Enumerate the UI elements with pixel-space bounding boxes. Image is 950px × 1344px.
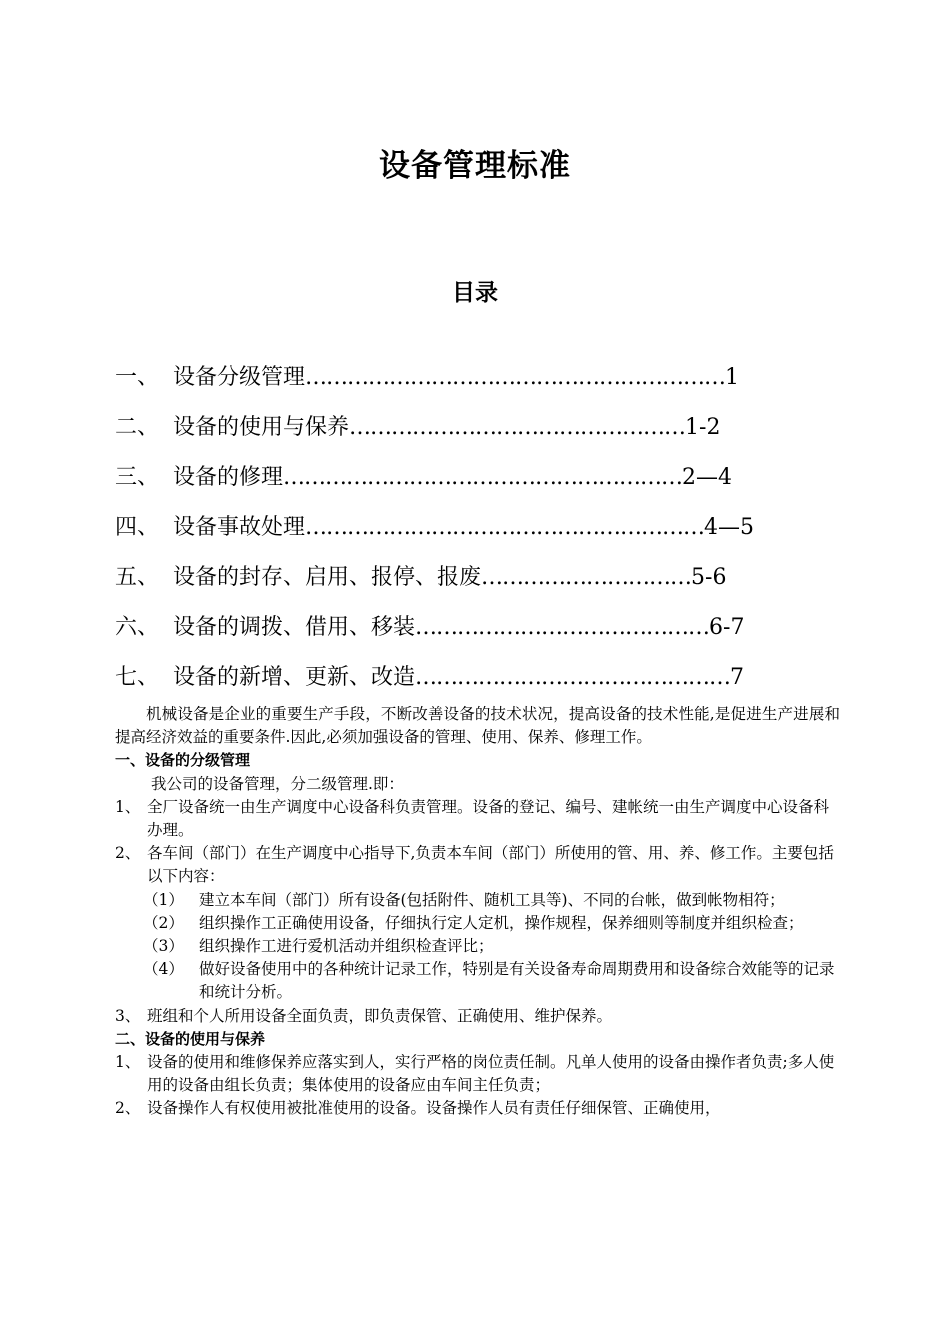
sub-list-item (115, 889, 840, 912)
list-item (115, 796, 840, 842)
sub-list-item-number: （3） (143, 937, 184, 956)
toc-entry-page: 6-7 (709, 615, 745, 640)
toc-entry-number: 五、 (115, 565, 160, 590)
toc-leader-dots: ………………………………………………… (283, 465, 683, 490)
toc-entry[interactable] (115, 612, 855, 662)
sub-list-item-text: 建立本车间（部门）所有设备(包括附件、随机工具等)、不同的台帐，做到帐物相符； (199, 890, 785, 909)
list-item-number: 2、 (115, 844, 141, 863)
sub-list-item-text: 做好设备使用中的各种统计记录工作，特别是有关设备寿命周期费用和设备综合效能等的记录和统计分析。 (199, 960, 835, 1002)
toc-entry-text: 设备的封存、启用、报停、报废 (173, 565, 482, 590)
toc-leader-dots: ………………………………………… (349, 415, 686, 440)
list-item (115, 842, 840, 888)
toc-entry-text: 设备事故处理 (173, 515, 306, 540)
toc-leader-dots: …………………………………… (415, 615, 710, 640)
toc-entry-number: 二、 (115, 415, 160, 440)
section-heading: 一、设备的分级管理 (115, 751, 251, 770)
toc-entry-text: 设备的修理 (173, 465, 284, 490)
toc-entry-page: 7 (730, 665, 745, 690)
list-item (115, 1051, 840, 1097)
toc-entry-text: 设备的使用与保养 (173, 415, 350, 440)
toc-entry-page: 4—5 (704, 515, 755, 540)
toc-leader-dots: …………………………………………………… (305, 365, 726, 390)
toc-entry[interactable] (115, 462, 855, 512)
toc-entry[interactable] (115, 562, 855, 612)
sub-list-item-text: 组织操作工正确使用设备，仔细执行定人定机，操作规程，保养细则等制度并组织检查； (199, 913, 804, 932)
sub-list-item-number: （2） (143, 913, 184, 932)
toc-leader-dots: ……………………………………… (415, 665, 731, 690)
sub-list-item (115, 935, 840, 958)
toc-entry-text: 设备分级管理 (173, 365, 306, 390)
list-item-text: 设备的使用和维修保养应落实到人，实行严格的岗位责任制。凡单人使用的设备由操作者负责;多人使用的设备由组长负责；集体使用的设备应由车间主任负责； (147, 1053, 835, 1095)
toc-entry-text: 设备的调拨、借用、移装 (173, 615, 416, 640)
document-title: 设备管理标准 (379, 148, 571, 184)
toc-entry-number: 七、 (115, 665, 160, 690)
section-intro: 我公司的设备管理，分二级管理.即： (151, 774, 404, 793)
list-item-number: 1、 (115, 1053, 141, 1072)
toc-entry-number: 六、 (115, 615, 160, 640)
sub-list-item-text: 组织操作工进行爱机活动并组织检查评比； (199, 937, 494, 956)
sub-list-item (115, 958, 840, 1004)
list-item-number: 3、 (115, 1006, 141, 1025)
list-item (115, 1005, 840, 1028)
toc-entry-page: 5-6 (691, 565, 727, 590)
list-item (115, 1097, 840, 1120)
toc-entry-page: 2—4 (682, 465, 733, 490)
list-item-text: 各车间（部门）在生产调度中心指导下,负责本车间（部门）所使用的管、用、养、修工作。主要包括以下内容： (147, 844, 834, 886)
intro-paragraph: 机械设备是企业的重要生产手段，不断改善设备的技术状况，提高设备的技术性能,是促进生产进展和提高经济效益的重要条件.因此,必须加强设备的管理、使用、保养、修理工作。 (115, 705, 840, 747)
list-item-text: 全厂设备统一由生产调度中心设备科负责管理。设备的登记、编号、建帐统一由生产调度中心设备科办理。 (147, 797, 830, 840)
section-heading: 二、设备的使用与保养 (115, 1029, 266, 1048)
document-body (115, 703, 840, 1121)
toc-leader-dots: ………………………………………………… (305, 515, 705, 540)
toc-entry-number: 四、 (115, 515, 160, 540)
toc-entry-page: 1 (725, 365, 740, 390)
table-of-contents (115, 362, 855, 712)
toc-entry[interactable] (115, 412, 855, 462)
list-item-text: 班组和个人所用设备全面负责，即负责保管、正确使用、维护保养。 (147, 1006, 613, 1025)
list-item-number: 1、 (115, 797, 141, 816)
sub-list-item (115, 912, 840, 935)
toc-entry-text: 设备的新增、更新、改造 (173, 665, 416, 690)
toc-entry[interactable] (115, 512, 855, 562)
toc-entry-page: 1-2 (685, 415, 721, 440)
toc-entry-number: 一、 (115, 365, 160, 390)
sub-list-item-number: （4） (143, 960, 184, 979)
toc-entry-number: 三、 (115, 465, 160, 490)
toc-heading: 目录 (452, 280, 498, 306)
toc-leader-dots: ………………………… (481, 565, 692, 590)
sub-list-item-number: （1） (143, 890, 184, 909)
list-item-text: 设备操作人有权使用被批准使用的设备。设备操作人员有责任仔细保管、正确使用， (147, 1099, 721, 1118)
toc-entry[interactable] (115, 362, 855, 412)
list-item-number: 2、 (115, 1099, 141, 1118)
